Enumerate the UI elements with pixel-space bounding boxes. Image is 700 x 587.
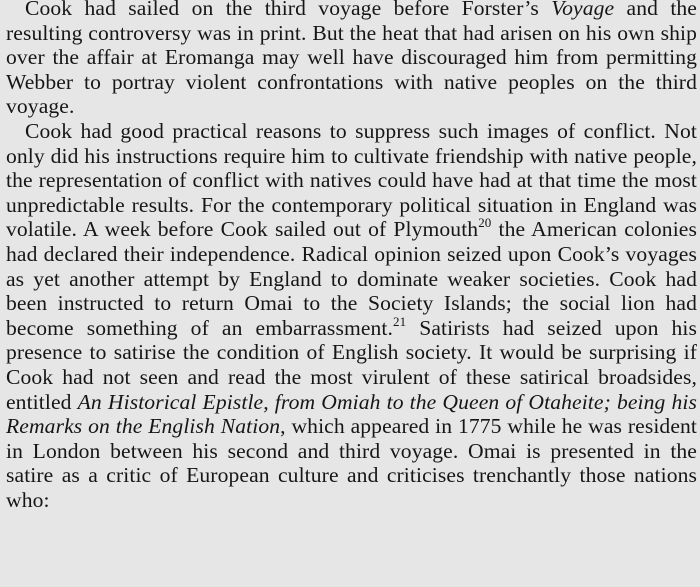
- text-run: Cook had sailed on the third voyage before Forster’s: [25, 0, 552, 20]
- paragraph-1: [6, 0, 697, 119]
- text-run: and the resulting controversy was in print. But the heat that had arisen on his own ship over the affair at Eromanga may well have discouraged him from permitting Webber to portray violent confrontations with native peoples on the third voyage.: [6, 0, 697, 119]
- italic-title-voyage: Voyage: [551, 0, 615, 20]
- text-run: Cook had good practical reasons to suppress such images of conflict. Not only did his instructions require him to cultivate friendship with native people, the representation of conflict with natives could have had at that time the most unpredictable results. For the contemporary political situation in England was volatile. A week before Cook sailed out of Plymouth: [6, 118, 697, 242]
- footnote-marker-20: 20: [478, 215, 492, 231]
- text-run: Satirists had seized upon his presence to satirise the condition of English society. It would be surprising if Cook had not seen and read the most virulent of these satirical broadsides, entitled: [6, 315, 697, 414]
- italic-title-historical-epistle: An Historical Epistle, from Omiah to the Queen of Otaheite; being his Remarks on the English Nation: [6, 389, 697, 439]
- text-run: the American colonies had declared their independence. Radical opinion seized upon Cook’s voyages as yet another attempt by England to dominate weaker societies. Cook had been instructed to return Omai to the Society Islands; the social lion had become something of an embarrassment.: [6, 217, 697, 340]
- paragraph-2: [6, 119, 697, 513]
- footnote-marker-21: 21: [393, 313, 407, 329]
- text-run: , which appeared in 1775 while he was resident in London between his second and third voyage. Omai is presented in the satire as a critic of European culture and criticises trenchantly those nations who:: [6, 414, 697, 512]
